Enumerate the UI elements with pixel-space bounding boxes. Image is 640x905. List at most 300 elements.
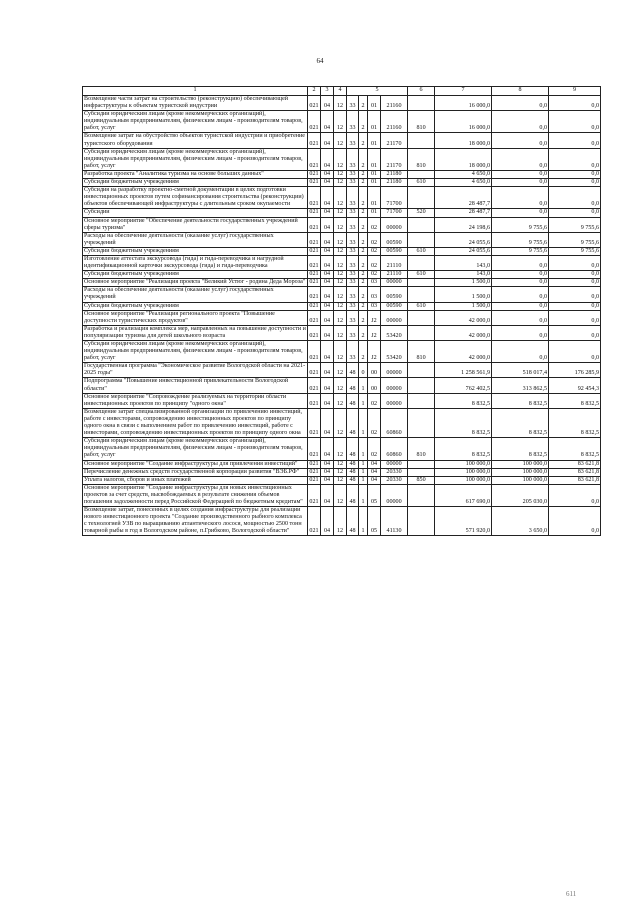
expense-type-cell: [408, 255, 435, 270]
table-row: [83, 217, 601, 232]
table-row: [83, 468, 601, 476]
subsection-code-cell: 12: [334, 476, 347, 484]
expense-type-cell: 850: [408, 476, 435, 484]
subsection-code-cell: 12: [334, 232, 347, 247]
footer-mark: 611: [566, 890, 577, 898]
table-row: [83, 460, 601, 468]
measure-code-cell: 04: [368, 468, 381, 476]
row-name-cell: Субсидии юридическим лицам (кроме некоммерческих организаций), индивидуальным предпринимателям, физическим лицам - производителям товаров, работ, услуг: [83, 341, 308, 363]
program-code-cell: 48: [347, 507, 359, 536]
subsection-code-cell: 12: [334, 438, 347, 460]
grbs-code-cell: 021: [308, 341, 321, 363]
direction-code-cell: 00590: [381, 302, 408, 310]
measure-code-cell: J2: [368, 310, 381, 325]
program-code-cell: 48: [347, 484, 359, 506]
amount-year3-cell: 83 621,8: [549, 460, 601, 468]
amount-year3-cell: 9 755,6: [549, 217, 601, 232]
row-name-cell: Субсидии юридическим лицам (кроме некоммерческих организаций), индивидуальным предпринимателям, физическим лицам - производителям товаров, работ, услуг: [83, 111, 308, 133]
amount-year1-cell: 24 198,6: [435, 217, 492, 232]
header-cell: 3: [321, 87, 334, 96]
program-code-cell: 48: [347, 468, 359, 476]
expense-type-cell: [408, 507, 435, 536]
section-code-cell: 04: [321, 133, 334, 148]
amount-year3-cell: 0,0: [549, 341, 601, 363]
subprogram-code-cell: 1: [359, 484, 368, 506]
row-name-cell: Расходы на обеспечение деятельности (оказание услуг) государственных учреждений: [83, 232, 308, 247]
subsection-code-cell: 12: [334, 279, 347, 287]
section-code-cell: 04: [321, 247, 334, 255]
subprogram-code-cell: 2: [359, 325, 368, 340]
measure-code-cell: 01: [368, 133, 381, 148]
expense-type-cell: 810: [408, 438, 435, 460]
subsection-code-cell: 12: [334, 217, 347, 232]
program-code-cell: 33: [347, 287, 359, 302]
amount-year3-cell: 0,0: [549, 133, 601, 148]
direction-code-cell: 20330: [381, 468, 408, 476]
subprogram-code-cell: 2: [359, 111, 368, 133]
expense-type-cell: [408, 310, 435, 325]
subprogram-code-cell: 1: [359, 393, 368, 408]
direction-code-cell: 41130: [381, 507, 408, 536]
measure-code-cell: 04: [368, 460, 381, 468]
row-name-cell: Перечисление денежных средств государственной корпорации развития "ВЭБ.РФ": [83, 468, 308, 476]
amount-year1-cell: 1 500,0: [435, 302, 492, 310]
budget-table: [82, 86, 601, 536]
measure-code-cell: 02: [368, 247, 381, 255]
amount-year3-cell: 9 755,6: [549, 247, 601, 255]
program-code-cell: 33: [347, 170, 359, 178]
amount-year3-cell: 0,0: [549, 170, 601, 178]
section-code-cell: 04: [321, 209, 334, 217]
subprogram-code-cell: 1: [359, 468, 368, 476]
section-code-cell: 04: [321, 393, 334, 408]
amount-year3-cell: 0,0: [549, 310, 601, 325]
section-code-cell: 04: [321, 378, 334, 393]
grbs-code-cell: 021: [309, 279, 319, 286]
measure-code-cell: 01: [368, 170, 381, 178]
row-name-cell: Субсидии бюджетным учреждениям: [83, 247, 308, 255]
section-code-cell: 04: [321, 187, 334, 209]
program-code-cell: 48: [347, 393, 359, 408]
section-code-cell: 04: [321, 255, 334, 270]
amount-year2-cell: 9 755,6: [492, 232, 549, 247]
amount-year1-cell: 8 832,5: [435, 438, 492, 460]
subprogram-code-cell: 1: [359, 460, 368, 468]
program-code-cell: 33: [347, 310, 359, 325]
subsection-code-cell: 12: [334, 507, 347, 536]
table-row: [83, 133, 601, 148]
row-name-cell: Возмещение части затрат на строительство (реконструкцию) обеспечивающей инфраструктуры к объектам туристской индустрии: [83, 96, 308, 111]
program-code-cell: 33: [347, 271, 359, 279]
amount-year3-cell: 0,0: [549, 111, 601, 133]
amount-year3-cell: 0,0: [549, 279, 601, 287]
subsection-code-cell: 12: [334, 187, 347, 209]
expense-type-cell: 520: [408, 209, 435, 217]
expense-type-cell: [408, 287, 435, 302]
amount-year2-cell: 0,0: [492, 279, 549, 287]
amount-year1-cell: 16 000,0: [435, 111, 492, 133]
row-name-cell: Государственная программа "Экономическое развитие Вологодской области на 2021-2025 годы": [83, 363, 308, 378]
subsection-code-cell: 12: [334, 133, 347, 148]
amount-year3-cell: 0,0: [549, 148, 601, 170]
subsection-code-cell: 12: [334, 408, 347, 437]
grbs-code-cell: 021: [308, 217, 321, 232]
amount-year3-cell: 0,0: [549, 187, 601, 209]
section-code-cell: 04: [321, 232, 334, 247]
amount-year3-cell: 83 621,8: [549, 476, 601, 484]
amount-year1-cell: 100 000,0: [435, 476, 492, 484]
amount-year1-cell: 8 832,5: [435, 408, 492, 437]
subprogram-code-cell: 2: [359, 247, 368, 255]
program-code-cell: 48: [347, 408, 359, 437]
table-row: [83, 363, 601, 378]
table-row: [83, 484, 601, 506]
program-code-cell: 33: [347, 232, 359, 247]
subprogram-code-cell: 1: [359, 408, 368, 437]
table-row: [83, 378, 601, 393]
amount-year3-cell: 0,0: [549, 271, 601, 279]
table-row: [83, 255, 601, 270]
table-row: [83, 325, 601, 340]
subprogram-code-cell: 2: [359, 133, 368, 148]
table-row: [83, 341, 601, 363]
section-code-cell: 04: [321, 438, 334, 460]
row-name-cell: Основное мероприятие "Создание инфраструктуры для новых инвестиционных проектов за счет средств, высвобождаемых в результате снижения объемов погашения задолженности перед Российской Федерацией по бюджетным кредитам": [83, 484, 308, 506]
header-cell: 9: [549, 87, 601, 96]
amount-year3-cell: 8 832,5: [549, 393, 601, 408]
grbs-code-cell: 021: [308, 133, 321, 148]
table-row: [83, 96, 601, 111]
amount-year2-cell: 100 000,0: [492, 476, 549, 484]
grbs-code-cell: 021: [308, 187, 321, 209]
program-code-cell: 33: [347, 255, 359, 270]
expense-type-cell: [408, 232, 435, 247]
amount-year3-cell: 83 621,8: [549, 468, 601, 476]
row-name-cell: Субсидии юридическим лицам (кроме некоммерческих организаций), индивидуальным предпринимателям, физическим лицам - производителям товаров, работ, услуг: [83, 438, 308, 460]
amount-year3-cell: 0,0: [549, 209, 601, 217]
amount-year3-cell: 0,0: [549, 179, 601, 187]
grbs-code-cell: 021: [308, 484, 321, 506]
subsection-code-cell: 12: [334, 111, 347, 133]
grbs-code-cell: 021: [308, 232, 321, 247]
section-code-cell: 04: [321, 287, 334, 302]
section-code-cell: 04: [321, 484, 334, 506]
amount-year2-cell: 0,0: [492, 133, 549, 148]
measure-code-cell: 01: [368, 111, 381, 133]
amount-year2-cell: 0,0: [492, 96, 549, 111]
direction-code-cell: 21180: [381, 179, 408, 187]
table-row: [83, 111, 601, 133]
amount-year3-cell: 0,0: [549, 325, 601, 340]
direction-code-cell: 60860: [381, 438, 408, 460]
amount-year2-cell: 100 000,0: [492, 468, 549, 476]
section-code-cell: 04: [321, 302, 334, 310]
amount-year3-cell: 0,0: [549, 287, 601, 302]
amount-year1-cell: 42 000,0: [435, 310, 492, 325]
expense-type-cell: [408, 133, 435, 148]
section-code-cell: 04: [321, 507, 334, 536]
subsection-code-cell: 12: [334, 310, 347, 325]
expense-type-cell: [408, 363, 435, 378]
subprogram-code-cell: 2: [359, 232, 368, 247]
subprogram-code-cell: 2: [359, 341, 368, 363]
expense-type-cell: 610: [408, 179, 435, 187]
subsection-code-cell: 12: [334, 209, 347, 217]
row-name-cell: Уплата налогов, сборов и иных платежей: [83, 476, 308, 484]
section-code-cell: 04: [321, 217, 334, 232]
measure-code-cell: 02: [368, 408, 381, 437]
subprogram-code-cell: 1: [359, 438, 368, 460]
direction-code-cell: 00000: [381, 460, 408, 468]
amount-year2-cell: 0,0: [492, 179, 549, 187]
program-code-cell: 33: [347, 179, 359, 187]
table-row: [83, 148, 601, 170]
table-row: [83, 209, 601, 217]
direction-code-cell: 00000: [381, 378, 408, 393]
program-code-cell: 33: [347, 111, 359, 133]
grbs-code-cell: 021: [308, 325, 321, 340]
subsection-code-cell: 12: [334, 484, 347, 506]
amount-year2-cell: 0,0: [492, 271, 549, 279]
grbs-code-cell: 021: [309, 247, 319, 254]
row-name-cell: Расходы на обеспечение деятельности (оказание услуг) государственных учреждений: [83, 287, 308, 302]
row-name-cell: Основное мероприятие "Создание инфраструктуры для привлечения инвестиций": [83, 460, 308, 468]
measure-code-cell: 01: [368, 96, 381, 111]
amount-year3-cell: 176 285,9: [549, 363, 601, 378]
direction-code-cell: 53420: [381, 325, 408, 340]
amount-year2-cell: 0,0: [492, 111, 549, 133]
amount-year1-cell: 18 000,0: [435, 148, 492, 170]
amount-year1-cell: 143,0: [435, 255, 492, 270]
direction-code-cell: 21110: [381, 255, 408, 270]
direction-code-cell: 21170: [381, 133, 408, 148]
amount-year1-cell: 143,0: [435, 271, 492, 279]
table-row: [83, 232, 601, 247]
grbs-code-cell: 021: [309, 468, 319, 475]
subsection-code-cell: 12: [334, 302, 347, 310]
direction-code-cell: 00590: [381, 287, 408, 302]
grbs-code-cell: 021: [308, 255, 321, 270]
program-code-cell: 48: [347, 363, 359, 378]
header-cell: 4: [334, 87, 347, 96]
subprogram-code-cell: 2: [359, 148, 368, 170]
expense-type-cell: 610: [408, 302, 435, 310]
program-code-cell: 33: [347, 325, 359, 340]
expense-type-cell: [408, 460, 435, 468]
amount-year2-cell: 518 017,4: [492, 363, 549, 378]
subprogram-code-cell: 0: [359, 363, 368, 378]
subsection-code-cell: 12: [334, 393, 347, 408]
measure-code-cell: 03: [368, 302, 381, 310]
amount-year1-cell: 1 258 561,9: [435, 363, 492, 378]
table-row: [83, 310, 601, 325]
program-code-cell: 33: [347, 187, 359, 209]
subprogram-code-cell: 2: [359, 187, 368, 209]
amount-year1-cell: 28 487,7: [435, 209, 492, 217]
amount-year2-cell: 205 030,0: [492, 484, 549, 506]
section-code-cell: 04: [321, 271, 334, 279]
subsection-code-cell: 12: [334, 148, 347, 170]
program-code-cell: 33: [347, 247, 359, 255]
direction-code-cell: 71700: [381, 187, 408, 209]
section-code-cell: 04: [321, 363, 334, 378]
subprogram-code-cell: 2: [359, 209, 368, 217]
grbs-code-cell: 021: [309, 170, 319, 177]
measure-code-cell: 00: [368, 363, 381, 378]
program-code-cell: 33: [347, 302, 359, 310]
direction-code-cell: 00000: [381, 279, 408, 287]
amount-year3-cell: 0,0: [549, 255, 601, 270]
subsection-code-cell: 12: [334, 363, 347, 378]
direction-code-cell: 21170: [381, 148, 408, 170]
row-name-cell: Основное мероприятие "Реализация проекта "Великий Устюг - родина Деда Мороза": [83, 279, 308, 287]
expense-type-cell: 810: [408, 341, 435, 363]
grbs-code-cell: 021: [309, 302, 319, 309]
measure-code-cell: 01: [368, 209, 381, 217]
amount-year3-cell: 8 832,5: [549, 438, 601, 460]
section-code-cell: 04: [321, 310, 334, 325]
measure-code-cell: 00: [368, 378, 381, 393]
amount-year2-cell: 8 832,5: [492, 438, 549, 460]
program-code-cell: 33: [347, 341, 359, 363]
program-code-cell: 33: [347, 133, 359, 148]
amount-year1-cell: 100 000,0: [435, 468, 492, 476]
table-row: [83, 393, 601, 408]
amount-year2-cell: 0,0: [492, 325, 549, 340]
program-code-cell: 48: [347, 438, 359, 460]
row-name-cell: Субсидии бюджетным учреждениям: [83, 271, 308, 279]
section-code-cell: 04: [321, 468, 334, 476]
amount-year1-cell: 1 500,0: [435, 279, 492, 287]
measure-code-cell: 02: [368, 438, 381, 460]
subprogram-code-cell: 2: [359, 271, 368, 279]
section-code-cell: 04: [321, 179, 334, 187]
grbs-code-cell: 021: [309, 179, 319, 186]
subprogram-code-cell: 2: [359, 279, 368, 287]
amount-year1-cell: 1 500,0: [435, 287, 492, 302]
row-name-cell: Разработка и реализация комплекса мер, направленных на повышение доступности и популяризации туризма для детей школьного возраста: [84, 325, 306, 339]
expense-type-cell: [408, 170, 435, 178]
measure-code-cell: 01: [368, 179, 381, 187]
direction-code-cell: 21110: [381, 271, 408, 279]
subsection-code-cell: 12: [334, 96, 347, 111]
amount-year1-cell: 762 402,5: [435, 378, 492, 393]
grbs-code-cell: 021: [308, 507, 321, 536]
header-cell: 2: [308, 87, 321, 96]
table-row: [83, 507, 601, 536]
row-name-cell: Субсидии бюджетным учреждениям: [83, 302, 308, 310]
section-code-cell: 04: [321, 148, 334, 170]
subsection-code-cell: 12: [334, 287, 347, 302]
amount-year3-cell: 8 832,5: [549, 408, 601, 437]
measure-code-cell: 01: [368, 187, 381, 209]
direction-code-cell: 20330: [381, 476, 408, 484]
section-code-cell: 04: [321, 111, 334, 133]
amount-year2-cell: 9 755,6: [492, 247, 549, 255]
direction-code-cell: 00000: [381, 484, 408, 506]
amount-year1-cell: 24 055,6: [435, 247, 492, 255]
expense-type-cell: [408, 378, 435, 393]
direction-code-cell: 00000: [381, 363, 408, 378]
amount-year2-cell: 0,0: [492, 310, 549, 325]
program-code-cell: 33: [347, 217, 359, 232]
subprogram-code-cell: 1: [359, 507, 368, 536]
amount-year1-cell: 24 055,6: [435, 232, 492, 247]
subprogram-code-cell: 2: [359, 310, 368, 325]
amount-year2-cell: 0,0: [492, 287, 549, 302]
program-code-cell: 33: [347, 148, 359, 170]
amount-year2-cell: 0,0: [492, 170, 549, 178]
subsection-code-cell: 12: [334, 170, 347, 178]
table-row: [83, 302, 601, 310]
table-row: [83, 271, 601, 279]
grbs-code-cell: 021: [308, 310, 321, 325]
amount-year1-cell: 28 487,7: [435, 187, 492, 209]
expense-type-cell: 610: [408, 271, 435, 279]
measure-code-cell: 05: [368, 484, 381, 506]
expense-type-cell: [408, 484, 435, 506]
amount-year3-cell: 0,0: [549, 484, 601, 506]
subprogram-code-cell: 2: [359, 217, 368, 232]
expense-type-cell: [408, 408, 435, 437]
grbs-code-cell: 021: [308, 408, 321, 437]
subprogram-code-cell: 1: [359, 378, 368, 393]
row-name-cell: Возмещение затрат, понесенных в целях создания инфраструктуры для реализации нового инвестиционного проекта "Создание производственного рыбного комплекса с технологией УЗВ по выращиванию атлантического лосося, мощностью 2500 тонн товарной рыбы в год в Вологодском районе, п.Грибково, Вологодской области": [83, 507, 308, 536]
program-code-cell: 33: [347, 209, 359, 217]
table-row: [83, 187, 601, 209]
subsection-code-cell: 12: [334, 247, 347, 255]
direction-code-cell: 60860: [381, 408, 408, 437]
subprogram-code-cell: 2: [359, 96, 368, 111]
amount-year3-cell: 0,0: [549, 507, 601, 536]
table-row: [83, 179, 601, 187]
header-cell: 8: [492, 87, 549, 96]
expense-type-cell: [408, 217, 435, 232]
row-name-cell: Субсидии юридическим лицам (кроме некоммерческих организаций), индивидуальным предпринимателям, физическим лицам - производителям товаров, работ, услуг: [83, 148, 308, 170]
expense-type-cell: [408, 96, 435, 111]
program-code-cell: 33: [347, 279, 359, 287]
measure-code-cell: 03: [368, 287, 381, 302]
table-row: [83, 408, 601, 437]
amount-year2-cell: 0,0: [492, 187, 549, 209]
direction-code-cell: 00590: [381, 247, 408, 255]
program-code-cell: 48: [347, 460, 359, 468]
amount-year2-cell: 0,0: [492, 341, 549, 363]
amount-year2-cell: 8 832,5: [492, 393, 549, 408]
grbs-code-cell: 021: [308, 393, 321, 408]
table-row: [83, 287, 601, 302]
amount-year2-cell: 0,0: [492, 302, 549, 310]
grbs-code-cell: 021: [309, 271, 319, 278]
subsection-code-cell: 12: [334, 378, 347, 393]
amount-year2-cell: 3 650,0: [492, 507, 549, 536]
direction-code-cell: 00590: [381, 232, 408, 247]
amount-year1-cell: 100 000,0: [435, 460, 492, 468]
measure-code-cell: J2: [368, 341, 381, 363]
amount-year1-cell: 42 000,0: [435, 341, 492, 363]
expense-type-cell: [408, 325, 435, 340]
direction-code-cell: 21160: [381, 96, 408, 111]
row-name-cell: Разработка проекта "Аналитика туризма на основе больших данных": [83, 170, 308, 178]
subprogram-code-cell: 2: [359, 302, 368, 310]
measure-code-cell: 04: [368, 476, 381, 484]
amount-year1-cell: 4 650,0: [435, 170, 492, 178]
grbs-code-cell: 021: [308, 96, 321, 111]
row-name-cell: Субсидии бюджетным учреждениям: [83, 179, 308, 187]
grbs-code-cell: 021: [308, 287, 321, 302]
amount-year1-cell: 8 832,5: [435, 393, 492, 408]
amount-year1-cell: 16 000,0: [435, 96, 492, 111]
